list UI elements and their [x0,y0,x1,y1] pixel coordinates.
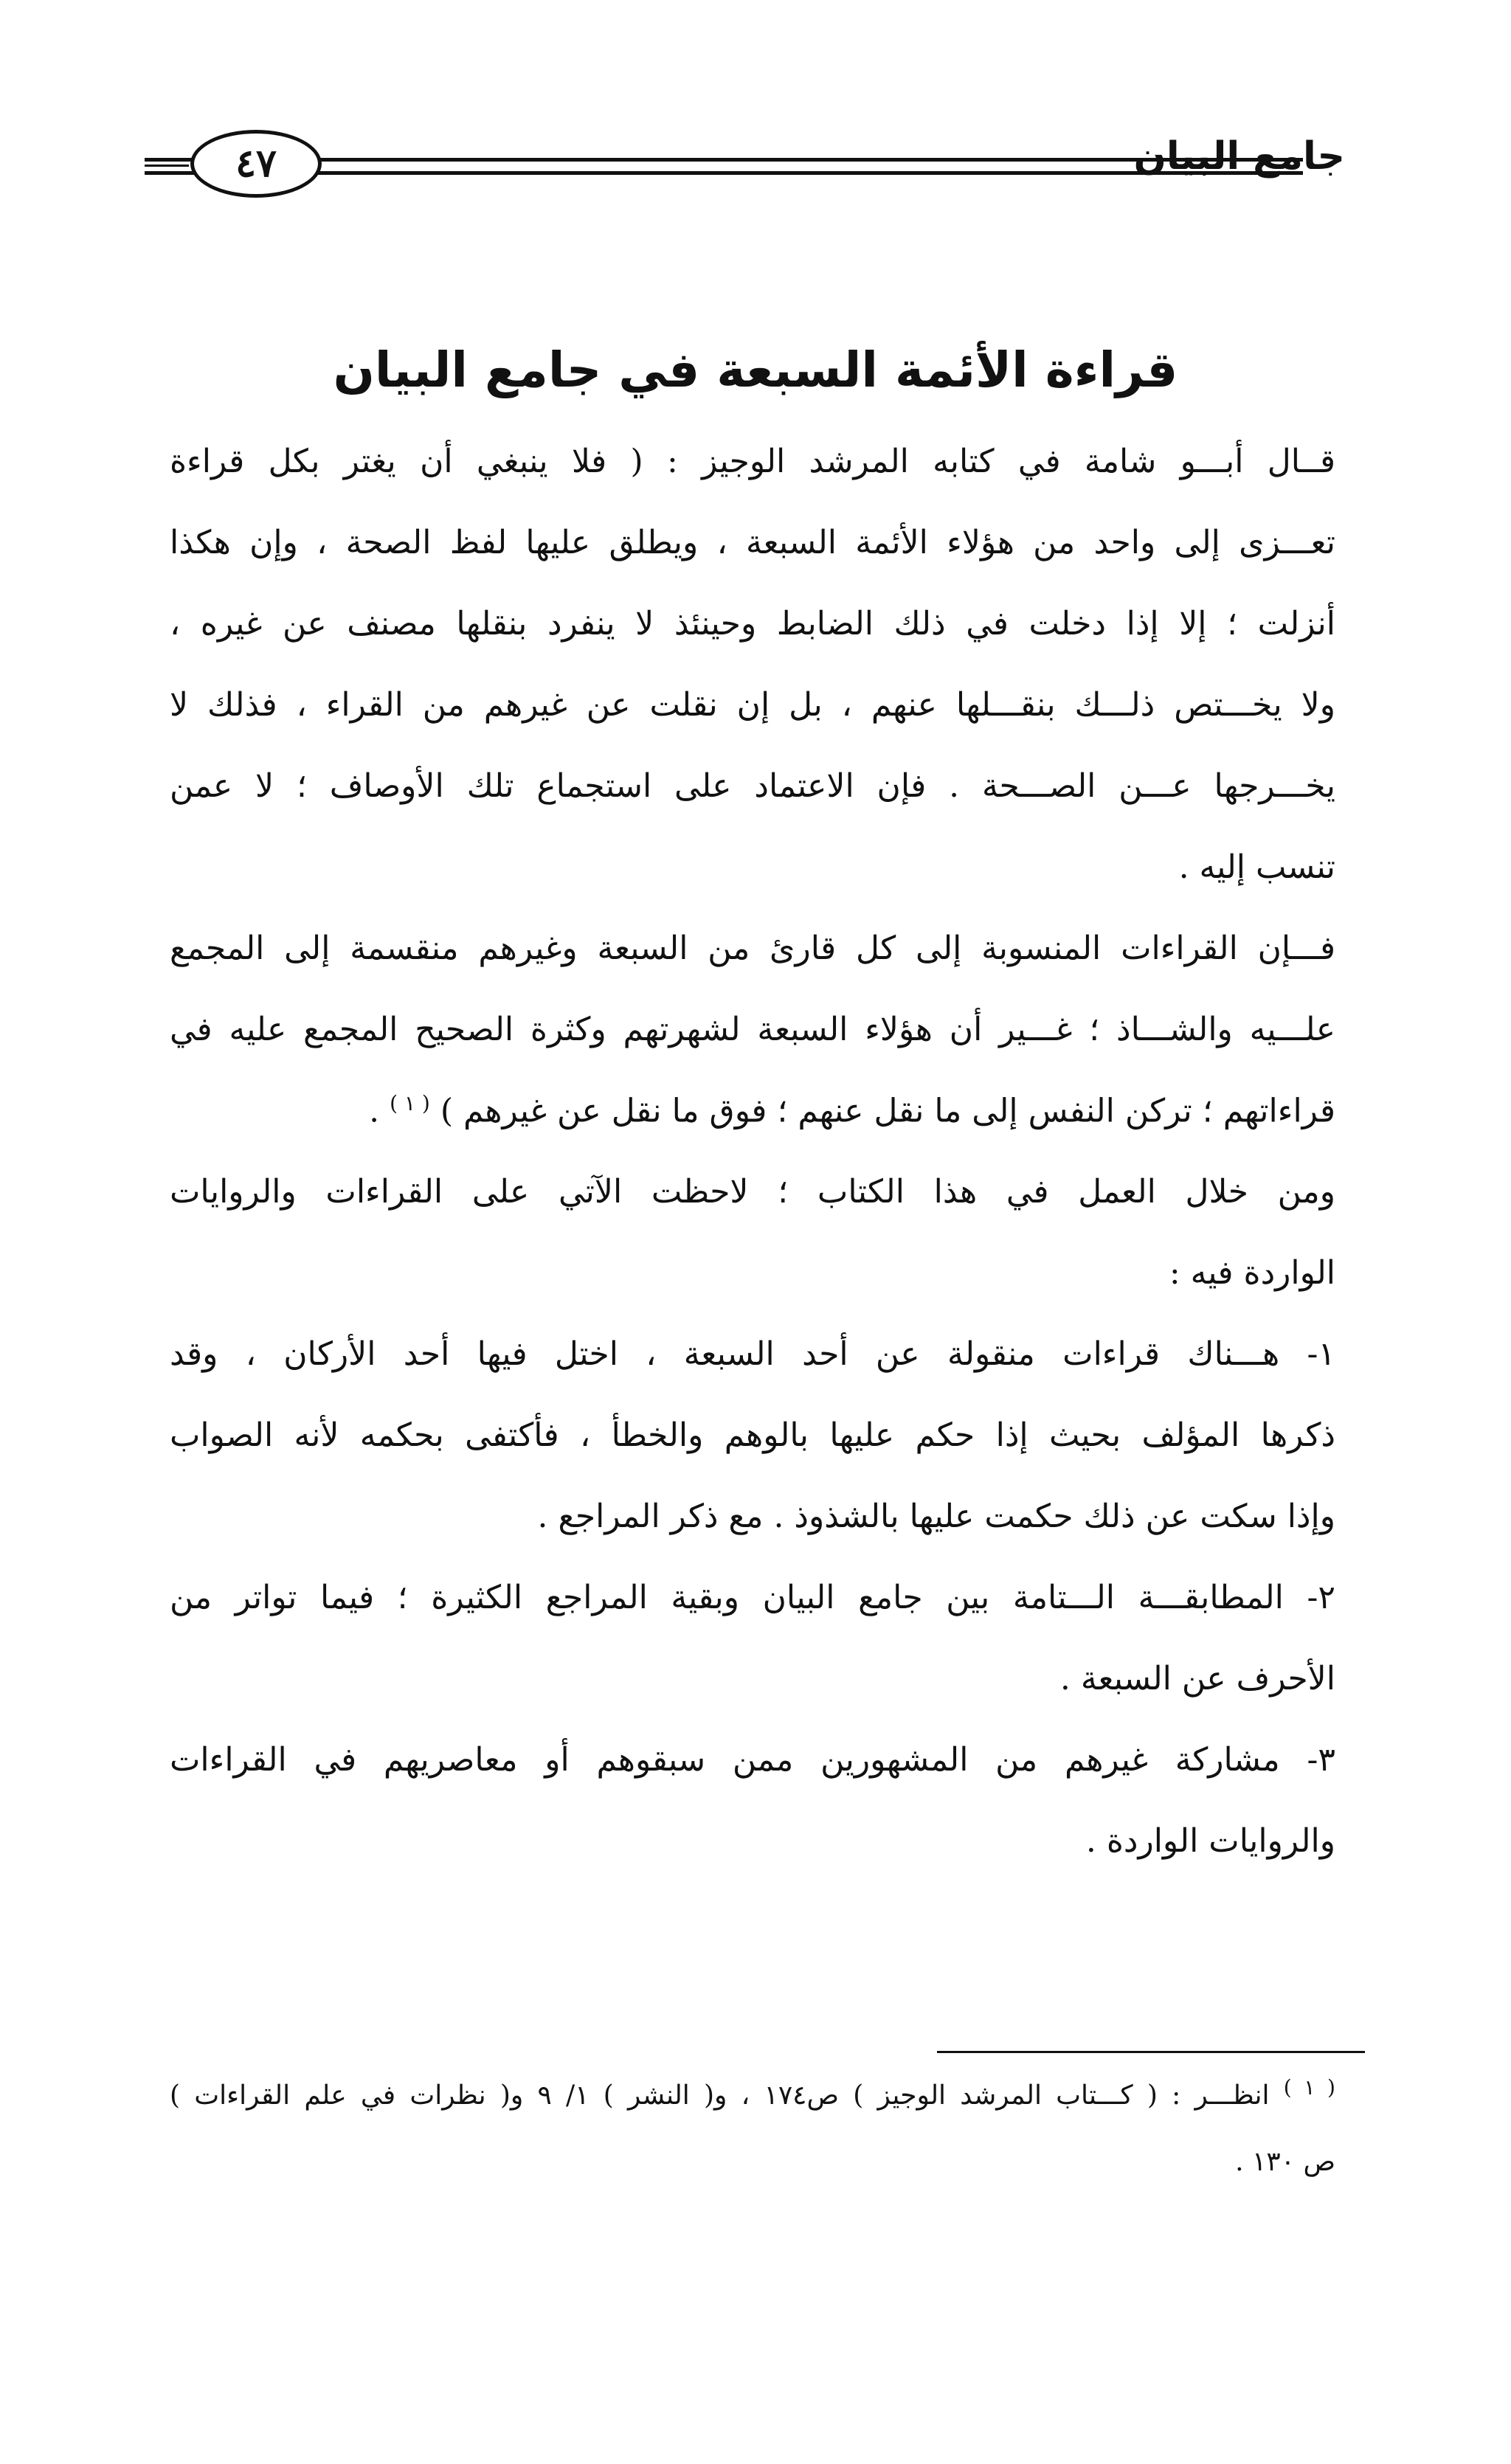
footnote-text-1: انظـــر : ( كـــتاب المرشد الوجيز ) ص١٧٤ ، و( النشر ) ١/ ٩ و( نظرات في علم القراءات ) [170,2080,1270,2111]
body-line-2: تعـــزى إلى واحد من هؤلاء الأئمة السبعة ، ويطلق عليها لفظ الصحة ، وإن هكذا [170,524,1335,561]
list-item-1-line-2: ذكرها المؤلف بحيث إذا حكم عليها بالوهم والخطأ ، فأكتفى بحكمه لأنه الصواب [170,1416,1335,1454]
footnote-line-1 [170,2074,1335,2114]
footnote-reference-marker[interactable]: ( ١ ) [390,1091,430,1115]
body-line-11: الواردة فيه : [1169,1254,1335,1292]
header-rule-left-stub [145,165,189,167]
footnote-line-2: ص ١٣٠ . [1235,2147,1335,2177]
body-line-9 [170,1090,1335,1132]
list-item-1-line-1: ١- هـــناك قراءات منقولة عن أحد السبعة ، اختل فيها أحد الأركان ، وقد [170,1335,1335,1373]
body-line-9-text: قراءاتهم ؛ تركن النفس إلى ما نقل عنهم ؛ فوق ما نقل عن غيرهم ) [440,1092,1335,1130]
body-line-6: تنسب إليه . [1178,848,1335,886]
footnote-marker: ( ١ ) [1283,2075,1335,2100]
body-line-5: يخـــرجها عـــن الصـــحة . فإن الاعتماد على استجماع تلك الأوصاف ؛ لا عمن [170,767,1335,805]
body-line-10: ومن خلال العمل في هذا الكتاب ؛ لاحظت الآتي على القراءات والروايات [170,1173,1335,1211]
footnote-separator [937,2051,1365,2053]
body-line-3: أنزلت ؛ إلا إذا دخلت في ذلك الضابط وحينئذ لا ينفرد بنقلها مصنف عن غيره ، [170,605,1335,643]
body-line-8: علـــيه والشـــاذ ؛ غـــير أن هؤلاء السبعة لشهرتهم وكثرة الصحيح المجمع عليه في [170,1011,1335,1048]
body-line-4: ولا يخـــتص ذلـــك بنقـــلها عنهم ، بل إن نقلت عن غيرهم من القراء ، فذلك لا [170,686,1335,724]
page-number: ٤٧ [235,141,277,186]
list-item-3-line-1: ٣- مشاركة غيرهم من المشهورين ممن سبقوهم أو معاصريهم في القراءات [170,1741,1335,1779]
list-item-3-line-2: والروايات الواردة . [1085,1822,1335,1860]
list-item-2-line-1: ٢- المطابقـــة الـــتامة بين جامع البيان وبقية المراجع الكثيرة ؛ فيما تواتر من [170,1579,1335,1616]
list-item-2-line-2: الأحرف عن السبعة . [1059,1660,1335,1698]
section-heading: قراءة الأئمة السبعة في جامع البيان [333,342,1178,398]
body-line-1: قــال أبـــو شامة في كتابه المرشد الوجيز : ( فلا ينبغي أن يغتر بكل قراءة [170,443,1335,480]
list-item-1-line-3: وإذا سكت عن ذلك حكمت عليها بالشذوذ . مع ذكر المراجع . [537,1498,1335,1535]
running-header-title: جامع البيان [1133,134,1345,179]
body-line-7: فـــإن القراءات المنسوبة إلى كل قارئ من السبعة وغيرهم منقسمة إلى المجمع [170,930,1335,967]
page-number-oval [190,130,322,198]
body-line-9-period: . [369,1092,380,1130]
